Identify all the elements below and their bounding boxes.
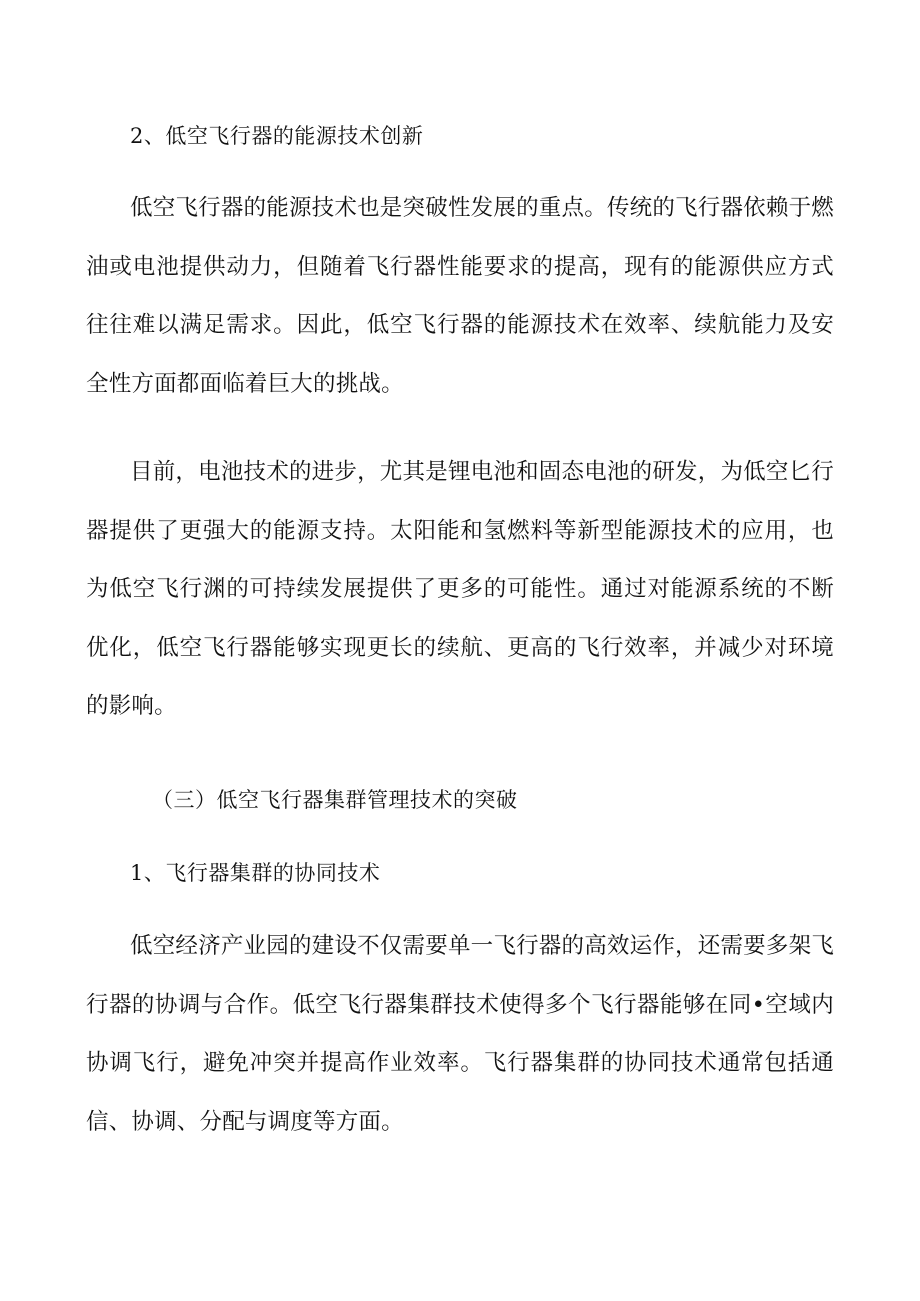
chapter-heading-swarm: （三）低空飞行器集群管理技术的突破 — [152, 788, 518, 812]
section-heading-energy: 2、低空飞行器的能源技术创新 — [130, 124, 424, 148]
section-heading-swarm-coordination: 1、飞行器集群的协同技术 — [130, 861, 381, 885]
paragraph-energy-intro: 低空飞行器的能源技术也是突破性发展的重点。传统的飞行器依赖于燃油或电池提供动力，但随着飞行器性能要求的提高，现有的能源供应方式往往难以满足需求。因此，低空飞行器的能源技术在效率、续航能力及安全性方面都面临着巨大的挑战。 — [86, 195, 834, 397]
paragraph-swarm-coordination: 低空经济产业园的建设不仅需要单一飞行器的高效运作，还需要多架飞行器的协调与合作。低空飞行器集群技术使得多个飞行器能够在同•空域内协调飞行，避免冲突并提高作业效率。飞行器集群的协同技术通常包括通信、协调、分配与调度等方面。 — [86, 933, 834, 1135]
paragraph-energy-progress: 目前，电池技术的进步，尤其是锂电池和固态电池的研发，为低空匕行器提供了更强大的能源支持。太阳能和氢燃料等新型能源技术的应用，也为低空飞行渊的可持续发展提供了更多的可能性。通过对能源系统的不断优化，低空飞行器能够实现更长的续航、更高的飞行效率，并减少对环境的影响。 — [86, 459, 834, 720]
